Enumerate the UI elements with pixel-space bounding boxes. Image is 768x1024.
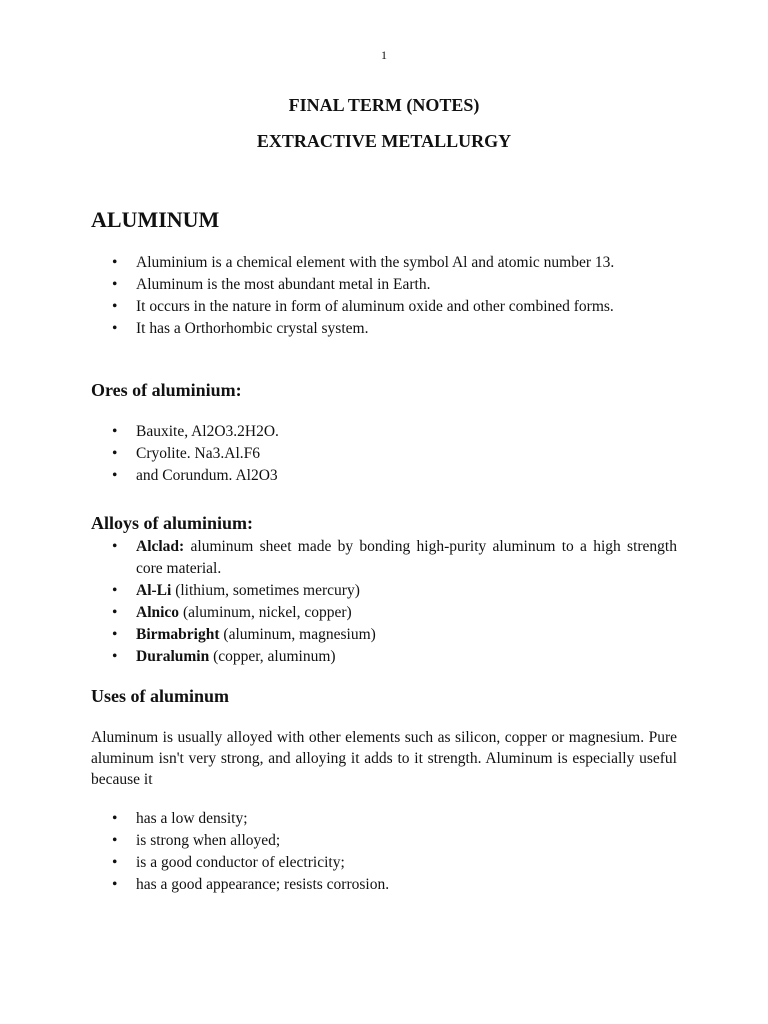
list-item xyxy=(91,536,677,580)
list-item xyxy=(91,646,677,668)
list-item: • Bauxite, Al2O3.2H2O. xyxy=(91,421,677,443)
document-subtitle: EXTRACTIVE METALLURGY xyxy=(256,131,512,151)
aluminum-facts-list xyxy=(91,252,677,340)
bullet-icon: • xyxy=(112,320,118,337)
uses-heading: Uses of aluminum xyxy=(91,686,230,706)
bullet-icon: • xyxy=(112,604,118,621)
bullet-icon: • xyxy=(112,810,118,827)
alloy-description: (lithium, sometimes mercury) xyxy=(171,582,360,599)
bullet-icon: • xyxy=(112,626,118,643)
ores-list xyxy=(91,421,677,487)
alloy-term: Birmabright xyxy=(136,626,220,643)
bullet-icon: • xyxy=(112,423,118,440)
bullet-icon: • xyxy=(112,854,118,871)
list-item: • is strong when alloyed; xyxy=(91,830,677,852)
page-number: 1 xyxy=(381,48,387,62)
ores-heading: Ores of aluminium: xyxy=(91,380,242,400)
alloy-description: (aluminum, nickel, copper) xyxy=(179,604,352,621)
alloy-term: Duralumin xyxy=(136,648,210,665)
bullet-icon: • xyxy=(112,832,118,849)
bullet-icon: • xyxy=(112,254,118,271)
uses-list xyxy=(91,808,677,896)
list-item xyxy=(91,580,677,602)
bullet-icon: • xyxy=(112,876,118,893)
list-item: • is a good conductor of electricity; xyxy=(91,852,677,874)
list-item: • Aluminium is a chemical element with the symbol Al and atomic number 13. xyxy=(91,252,677,274)
alloy-term: Alnico xyxy=(136,604,180,621)
document-title: FINAL TERM (NOTES) xyxy=(288,95,480,115)
alloy-description: aluminum sheet made by bonding high-purity aluminum to a high strength core material. xyxy=(136,538,677,577)
alloy-term: Al-Li xyxy=(136,582,172,599)
alloy-description: (copper, aluminum) xyxy=(209,648,336,665)
bullet-icon: • xyxy=(112,276,118,293)
list-item xyxy=(91,602,677,624)
list-item: • and Corundum. Al2O3 xyxy=(91,465,677,487)
alloys-list xyxy=(91,536,677,668)
uses-paragraph: Aluminum is usually alloyed with other elements such as silicon, copper or magnesium. Pure aluminum isn't very strong, and alloying it adds to it strength. Aluminum is especially useful because it xyxy=(91,729,677,788)
list-item: • It occurs in the nature in form of aluminum oxide and other combined forms. xyxy=(91,296,677,318)
bullet-icon: • xyxy=(112,538,118,555)
list-item: • Cryolite. Na3.Al.F6 xyxy=(91,443,677,465)
list-item: • has a low density; xyxy=(91,808,677,830)
bullet-icon: • xyxy=(112,445,118,462)
list-item xyxy=(91,624,677,646)
alloy-description: (aluminum, magnesium) xyxy=(219,626,376,643)
aluminum-heading: ALUMINUM xyxy=(91,207,220,232)
bullet-icon: • xyxy=(112,582,118,599)
bullet-icon: • xyxy=(112,298,118,315)
bullet-icon: • xyxy=(112,467,118,484)
list-item: • has a good appearance; resists corrosion. xyxy=(91,874,677,896)
list-item: • Aluminum is the most abundant metal in Earth. xyxy=(91,274,677,296)
bullet-icon: • xyxy=(112,648,118,665)
alloys-heading: Alloys of aluminium: xyxy=(91,513,254,533)
list-item: • It has a Orthorhombic crystal system. xyxy=(91,318,677,340)
alloy-term: Alclad: xyxy=(136,538,185,555)
